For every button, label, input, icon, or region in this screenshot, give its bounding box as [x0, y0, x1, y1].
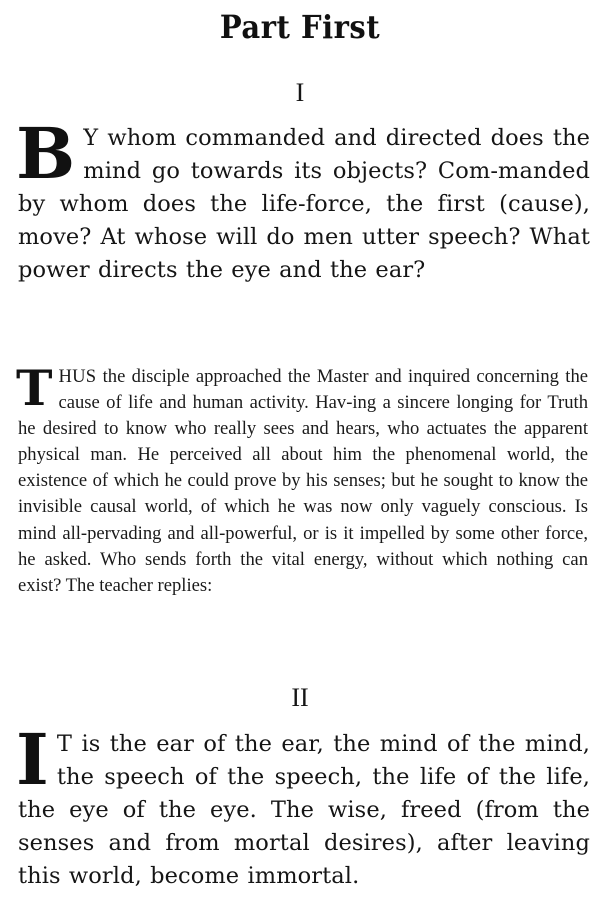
section-number-2: II — [291, 683, 309, 712]
part-title: Part First — [219, 8, 381, 46]
drop-cap-t: T — [16, 359, 53, 417]
verse-1-text: whom commanded and directed does the mind go towards its objects? Com-manded by whom does the life-force, the first (cause), move? At whose will do men utter speech? What power directs the eye and the ear? — [18, 125, 590, 283]
drop-cap-b: B — [16, 112, 76, 195]
verse-1-lead: Y — [83, 125, 99, 151]
drop-cap-i: I — [16, 718, 49, 801]
section-number-1: I — [295, 78, 305, 107]
commentary-1-text: the disciple approached the Master and inquired concerning the cause of life and human activity. Hav-ing a sincere longing for Truth he desired to know who really sees and hears, who actuates the apparent physical man. He perceived all about him the phenomenal world, the existence of which he could prove by his senses; but he sought to know the invisible causal world, of which he was now only vaguely conscious. Is mind all-pervading and all-powerful, or is it impelled by some other force, he asked. Who sends forth the vital energy, without which nothing can exist? The teacher replies: — [18, 366, 588, 596]
commentary-1 — [16, 359, 588, 599]
verse-2 — [16, 718, 590, 893]
verse-1 — [16, 112, 590, 287]
commentary-1-lead: HUS — [58, 366, 97, 387]
verse-2-lead: T — [56, 731, 73, 757]
verse-2-text: is the ear of the ear, the mind of the mind, the speech of the speech, the life of the life, the eye of the eye. The wise, freed (from the senses and from mortal desires), after leaving this world, become immortal. — [18, 731, 590, 889]
